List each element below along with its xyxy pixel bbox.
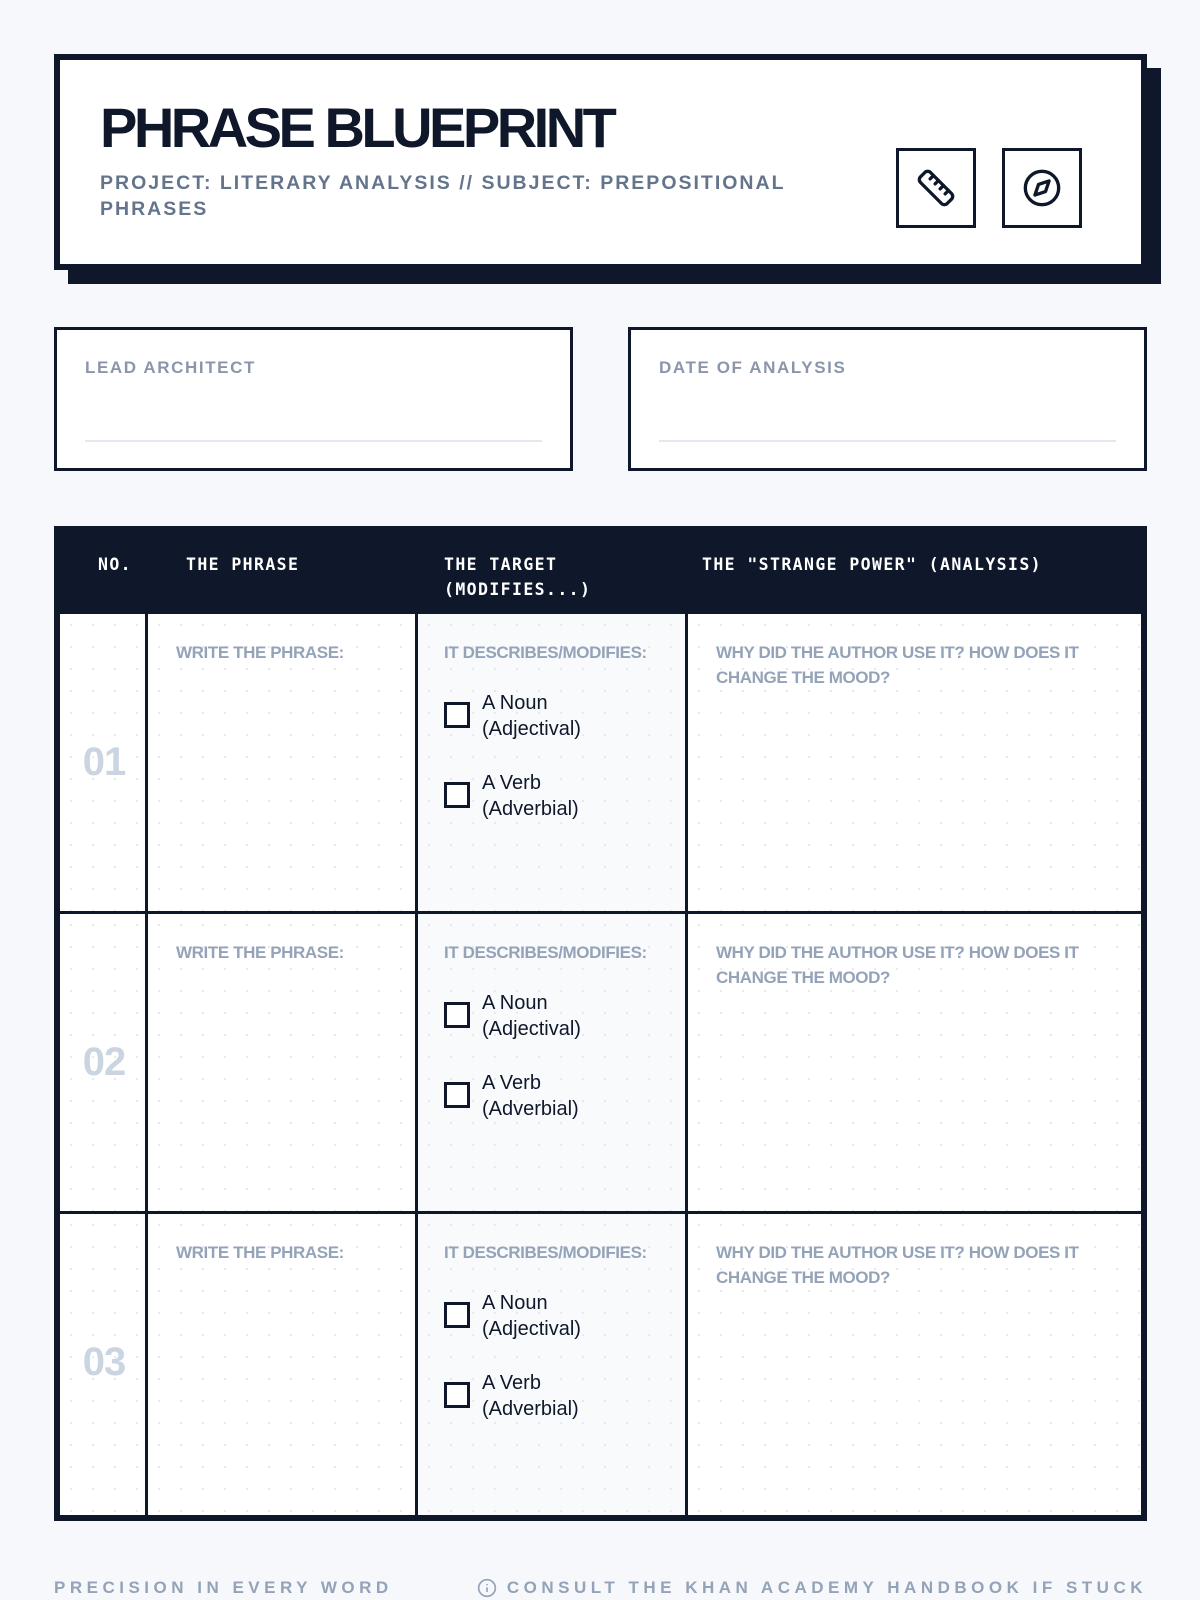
footer-hint xyxy=(477,1578,1147,1598)
info-icon xyxy=(477,1578,497,1598)
ruler-icon xyxy=(916,168,956,208)
verb-option-label: A Verb (Adverbial) xyxy=(482,1072,579,1120)
option-noun[interactable] xyxy=(444,1290,632,1342)
compass-button[interactable] xyxy=(1002,148,1082,228)
verb-checkbox[interactable] xyxy=(444,1082,470,1108)
table-row xyxy=(60,614,1141,914)
option-verb[interactable] xyxy=(444,1370,632,1422)
worksheet xyxy=(54,54,1147,1420)
page-subtitle: PROJECT: LITERARY ANALYSIS // SUBJECT: PREPOSITIONAL PHRASES xyxy=(100,172,786,220)
row-number: 03 xyxy=(82,1340,126,1384)
verb-option-label: A Verb (Adverbial) xyxy=(482,1372,579,1420)
row-number-cell xyxy=(60,614,148,911)
phrase-cell[interactable] xyxy=(148,1214,418,1515)
table-header xyxy=(60,532,1141,614)
header-analysis: THE "STRANGE POWER" (ANALYSIS) xyxy=(702,555,1043,574)
noun-checkbox[interactable] xyxy=(444,1302,470,1328)
lead-architect-input-line[interactable] xyxy=(85,440,542,442)
target-cell xyxy=(418,614,688,911)
analysis-prompt: WHY DID THE AUTHOR USE IT? HOW DOES IT CHANGE THE MOOD? xyxy=(716,943,1079,987)
table-row xyxy=(60,1214,1141,1515)
target-prompt: IT DESCRIBES/MODIFIES: xyxy=(444,643,647,662)
phrase-prompt: WRITE THE PHRASE: xyxy=(176,943,344,962)
analysis-cell[interactable] xyxy=(688,1214,1141,1515)
target-cell xyxy=(418,1214,688,1515)
phrase-table xyxy=(54,526,1147,1521)
header xyxy=(54,54,1147,270)
row-number-cell xyxy=(60,914,148,1211)
date-of-analysis-field[interactable] xyxy=(628,327,1147,471)
noun-option-label: A Noun (Adjectival) xyxy=(482,692,581,740)
header-target: THE TARGET (MODIFIES...) xyxy=(444,555,592,599)
analysis-prompt: WHY DID THE AUTHOR USE IT? HOW DOES IT CHANGE THE MOOD? xyxy=(716,1243,1079,1287)
noun-option-label: A Noun (Adjectival) xyxy=(482,992,581,1040)
phrase-prompt: WRITE THE PHRASE: xyxy=(176,1243,344,1262)
header-card xyxy=(54,54,1147,270)
header-number: NO. xyxy=(98,555,133,574)
footer-motto: PRECISION IN EVERY WORD xyxy=(54,1578,393,1597)
option-verb[interactable] xyxy=(444,770,632,822)
page-title: PHRASE BLUEPRINT xyxy=(100,96,614,159)
date-of-analysis-label: DATE OF ANALYSIS xyxy=(659,358,847,377)
target-cell xyxy=(418,914,688,1211)
analysis-cell[interactable] xyxy=(688,914,1141,1211)
phrase-cell[interactable] xyxy=(148,914,418,1211)
analysis-prompt: WHY DID THE AUTHOR USE IT? HOW DOES IT CHANGE THE MOOD? xyxy=(716,643,1079,687)
phrase-cell[interactable] xyxy=(148,614,418,911)
phrase-prompt: WRITE THE PHRASE: xyxy=(176,643,344,662)
verb-checkbox[interactable] xyxy=(444,782,470,808)
table-row xyxy=(60,914,1141,1214)
analysis-cell[interactable] xyxy=(688,614,1141,911)
date-of-analysis-input-line[interactable] xyxy=(659,440,1116,442)
row-number: 01 xyxy=(82,740,126,784)
option-noun[interactable] xyxy=(444,990,632,1042)
row-number: 02 xyxy=(82,1040,126,1084)
noun-checkbox[interactable] xyxy=(444,1002,470,1028)
row-number-cell xyxy=(60,1214,148,1515)
lead-architect-label: LEAD ARCHITECT xyxy=(85,358,256,377)
target-prompt: IT DESCRIBES/MODIFIES: xyxy=(444,1243,647,1262)
verb-option-label: A Verb (Adverbial) xyxy=(482,772,579,820)
option-verb[interactable] xyxy=(444,1070,632,1122)
option-noun[interactable] xyxy=(444,690,632,742)
verb-checkbox[interactable] xyxy=(444,1382,470,1408)
noun-option-label: A Noun (Adjectival) xyxy=(482,1292,581,1340)
compass-icon xyxy=(1022,168,1062,208)
target-prompt: IT DESCRIBES/MODIFIES: xyxy=(444,943,647,962)
noun-checkbox[interactable] xyxy=(444,702,470,728)
footer-hint-text: CONSULT THE KHAN ACADEMY HANDBOOK IF STUCK xyxy=(506,1578,1147,1597)
ruler-button[interactable] xyxy=(896,148,976,228)
lead-architect-field[interactable] xyxy=(54,327,573,471)
header-phrase: THE PHRASE xyxy=(186,555,300,574)
